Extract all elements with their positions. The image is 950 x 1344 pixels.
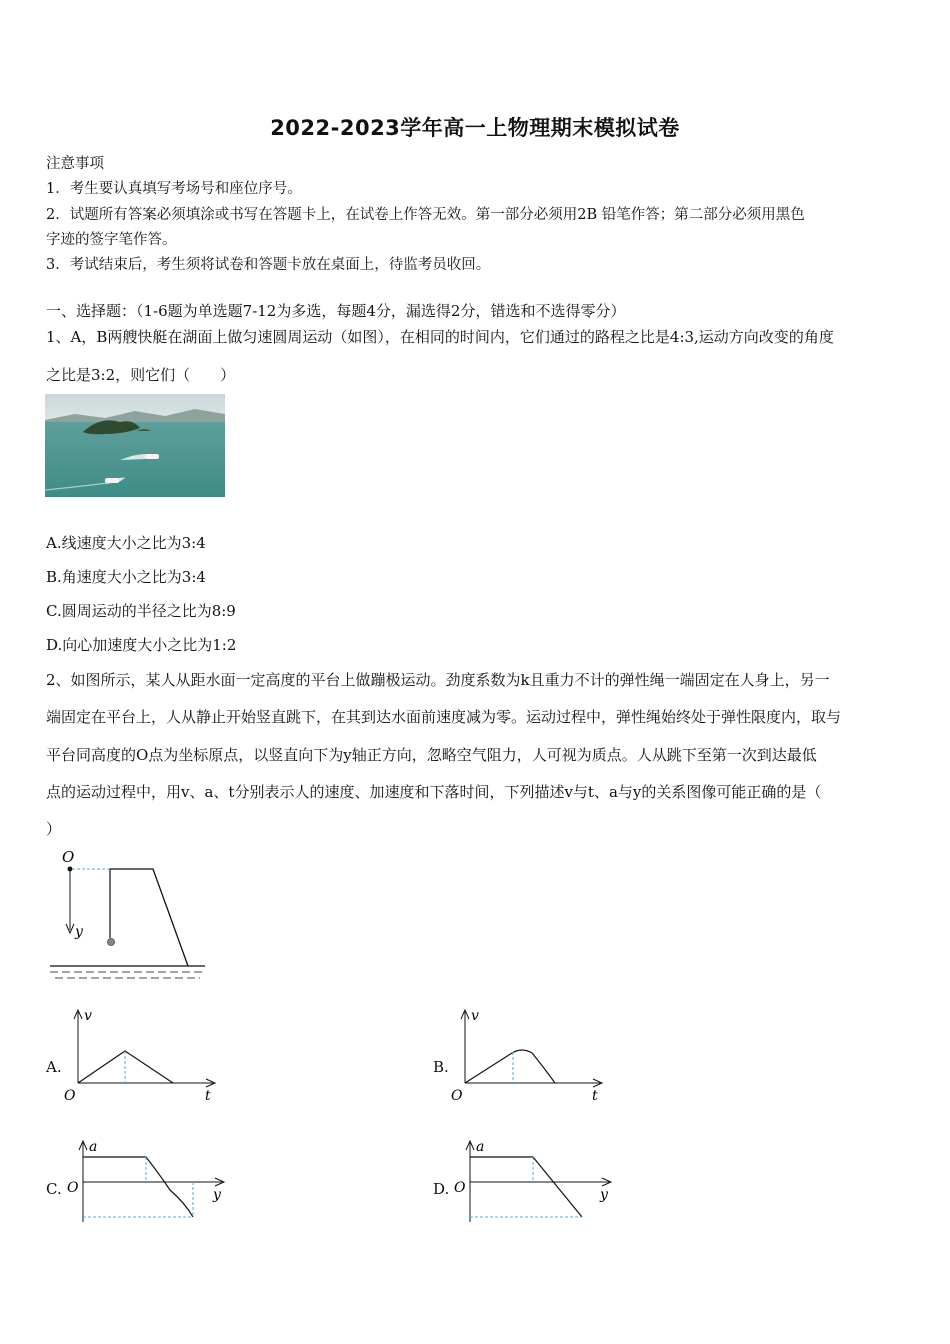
q1-option-c: C.圆周运动的半径之比为8:9: [46, 602, 236, 620]
graph-b-yaxis: v: [471, 1008, 479, 1024]
notice-item-3: 3．考试结束后，考生须将试卷和答题卡放在桌面上，待监考员收回。: [46, 257, 491, 273]
section-heading: 一、选择题：（1-6题为单选题7-12为多选，每题4分，漏选得2分，错选和不选得零分）: [46, 302, 626, 320]
graph-option-a-label: A.: [46, 1058, 62, 1076]
q1-stem-line1: 1、A，B两艘快艇在湖面上做匀速圆周运动（如图），在相同的时间内，它们通过的路程之比是4:3,运动方向改变的角度: [46, 328, 834, 346]
notice-item-1: 1．考生要认真填写考场号和座位序号。: [46, 181, 302, 197]
q2-stem-line3: 平台同高度的O点为坐标原点，以竖直向下为y轴正方向，忽略空气阻力，人可视为质点。人从跳下至第一次到达最低: [46, 746, 817, 764]
notice-item-2: 2．试题所有答案必须填涂或书写在答题卡上，在试卷上作答无效。第一部分必须用2B 铅笔作答；第二部分必须用黑色: [46, 207, 805, 223]
graph-b-origin: O: [451, 1088, 463, 1104]
lake-speedboats-photo: [45, 394, 225, 497]
graph-d-xaxis: y: [600, 1187, 608, 1203]
graph-c-xaxis: y: [213, 1187, 221, 1203]
graph-b-xaxis: t: [592, 1088, 598, 1104]
page-title: 2022-2023学年高一上物理期末模拟试卷: [270, 116, 680, 140]
q1-option-d: D.向心加速度大小之比为1:2: [46, 636, 237, 654]
graph-option-d-label: D.: [433, 1180, 450, 1198]
graph-option-a: [60, 1005, 220, 1105]
notice-item-2-cont: 字迹的签字笔作答。: [46, 232, 177, 248]
graph-c-origin: O: [67, 1180, 79, 1196]
q2-stem-line4: 点的运动过程中，用v、a、t分别表示人的速度、加速度和下落时间，下列描述v与t、a与y的关系图像可能正确的是（: [46, 783, 822, 801]
graph-option-d: [447, 1135, 617, 1230]
q2-stem-line5: ）: [46, 820, 62, 838]
q1-stem-line2: 之比是3:2，则它们（ ）: [46, 366, 236, 384]
graph-d-origin: O: [454, 1180, 466, 1196]
bungee-diagram: [45, 845, 210, 985]
graph-option-b: [447, 1005, 607, 1105]
diagram-origin-label: O: [62, 848, 75, 866]
q2-stem-line2: 端固定在平台上，人从静止开始竖直跳下，在其到达水面前速度减为零。运动过程中，弹性绳始终处于弹性限度内，取与: [46, 708, 842, 726]
graph-option-c: [60, 1135, 230, 1230]
graph-c-yaxis: a: [89, 1139, 98, 1155]
graph-option-c-label: C.: [46, 1180, 62, 1198]
graph-a-yaxis: v: [84, 1008, 92, 1024]
graph-a-origin: O: [64, 1088, 76, 1104]
notice-heading: 注意事项: [46, 156, 104, 172]
graph-a-xaxis: t: [205, 1088, 211, 1104]
graph-d-yaxis: a: [476, 1139, 485, 1155]
diagram-axis-label: y: [75, 924, 83, 940]
graph-option-b-label: B.: [433, 1058, 449, 1076]
q1-option-a: A.线速度大小之比为3:4: [46, 534, 206, 552]
q2-stem-line1: 2、如图所示，某人从距水面一定高度的平台上做蹦极运动。劲度系数为k且重力不计的弹性绳一端固定在人身上，另一: [46, 671, 830, 689]
q1-option-b: B.角速度大小之比为3:4: [46, 568, 206, 586]
